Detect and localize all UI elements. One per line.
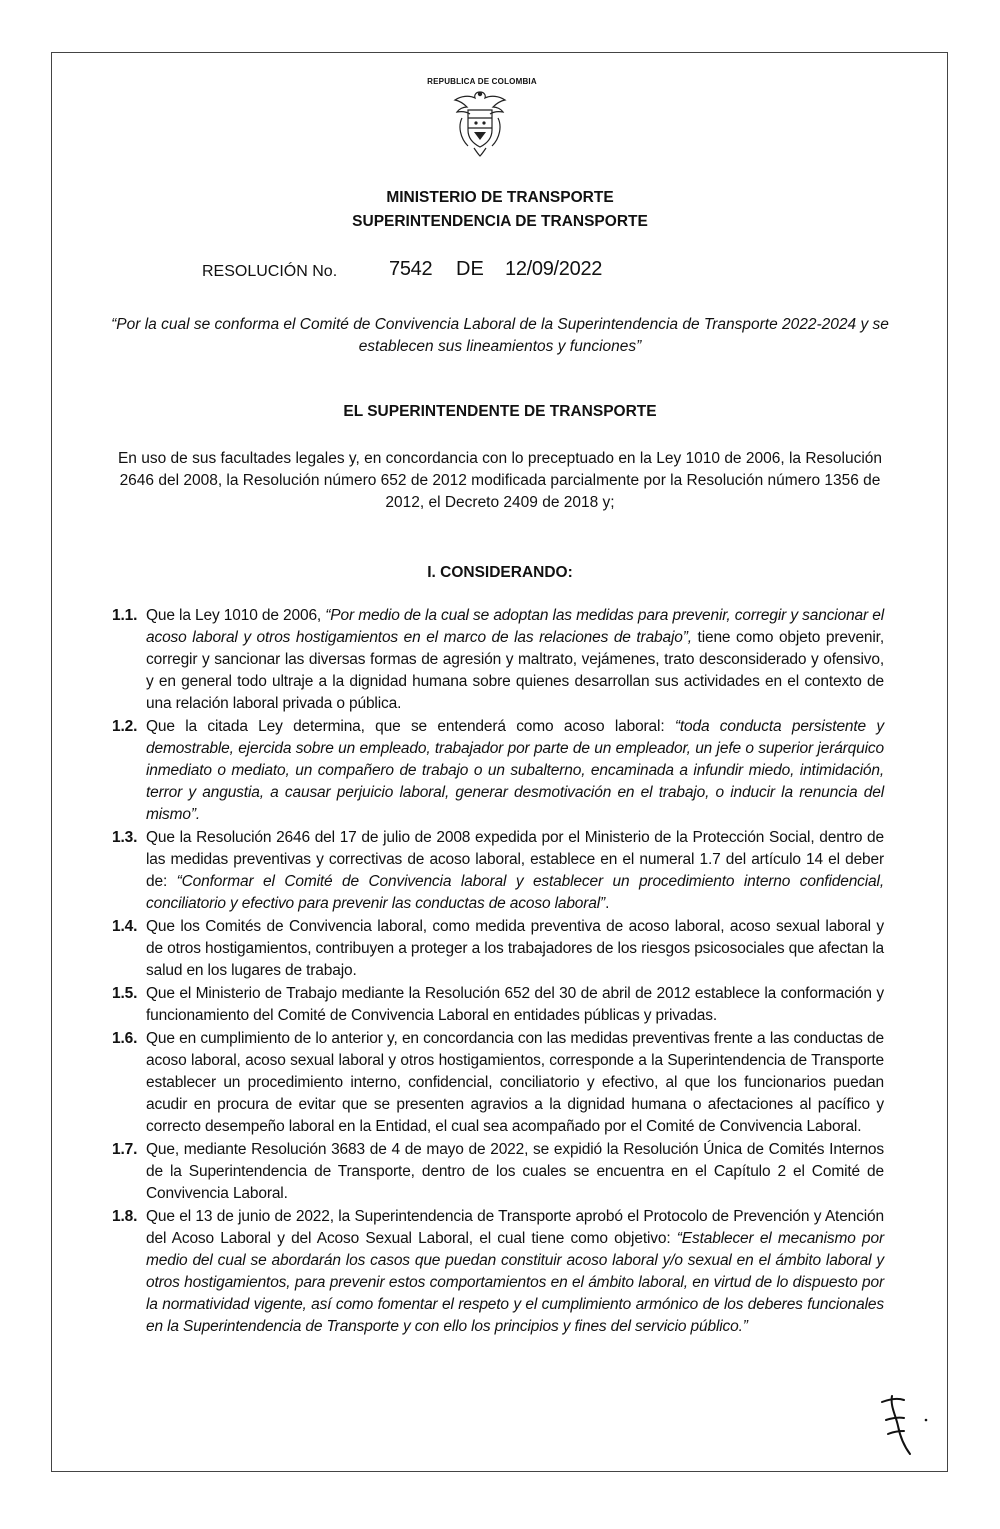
item-number: 1.5. bbox=[112, 985, 138, 1002]
list-item bbox=[112, 1206, 884, 1338]
item-quote: “Por medio de la cual se adoptan las medidas para prevenir, corregir y sancionar el acoso laboral y otros hostigamientos en el marco de las relaciones de trabajo”, bbox=[146, 607, 884, 646]
resolution-de: DE bbox=[456, 258, 484, 280]
list-item bbox=[112, 716, 884, 826]
item-text: Que los Comités de Convivencia laboral, como medida preventiva de acoso laboral, acoso sexual laboral y de otros hostigamientos, contribuyen a proteger a los trabajadores de los riesgos psicosociales que afectan la salud en los lugares de trabajo. bbox=[146, 918, 884, 979]
item-quote: “Conformar el Comité de Convivencia laboral y establecer un procedimiento interno confidencial, conciliatorio y efectivo para prevenir las conductas de acoso laboral” bbox=[146, 873, 884, 912]
item-quote: “Establecer el mecanismo por medio del cual se abordarán los casos que puedan constituir acoso laboral y/o sexual en el ámbito laboral y otros hostigamientos, para prevenir estos comportamientos en el ámbito laboral, en virtud de lo dispuesto por la normatividad vigente, así como fomentar el respeto y el cumplimiento armónico de los deberes funcionales en la Superintendencia de Transporte y con ello los principios y fines del servicio público.” bbox=[146, 1230, 884, 1335]
item-text-end: . bbox=[605, 895, 610, 912]
item-number: 1.4. bbox=[112, 918, 138, 935]
item-number: 1.7. bbox=[112, 1141, 138, 1158]
resolution-subject: “Por la cual se conforma el Comité de Convivencia Laboral de la Superintendencia de Transporte 2022-2024 y se establecen sus lineamientos y funciones” bbox=[111, 316, 889, 355]
item-text-end: tiene como objeto prevenir, corregir y sancionar las diversas formas de agresión y maltrato, vejámenes, trato desconsiderado y ofensivo, y en general todo ultraje a la dignidad humana sobre quienes desarrollan sus actividades en el contexto de una relación laboral privada o pública. bbox=[146, 629, 884, 712]
resolution-number: 7542 bbox=[389, 258, 433, 280]
coat-of-arms-icon bbox=[452, 88, 508, 158]
item-text: Que el 13 de junio de 2022, la Superintendencia de Transporte aprobó el Protocolo de Prevención y Atención del Acoso Laboral y del Acoso Sexual Laboral, el cual tiene como objetivo: bbox=[146, 1208, 884, 1247]
resolution-date: 12/09/2022 bbox=[505, 258, 603, 280]
signature-initial-icon bbox=[868, 1390, 938, 1462]
list-item bbox=[112, 1139, 884, 1205]
list-item bbox=[112, 1028, 884, 1138]
item-number: 1.2. bbox=[112, 718, 138, 735]
item-number: 1.8. bbox=[112, 1208, 138, 1225]
item-number: 1.3. bbox=[112, 829, 138, 846]
list-item bbox=[112, 983, 884, 1027]
superintendency-name: SUPERINTENDENCIA DE TRANSPORTE bbox=[352, 213, 648, 230]
item-text: Que en cumplimiento de lo anterior y, en concordancia con las medidas preventivas frente a las conductas de acoso laboral, acoso sexual laboral y otros hostigamientos, corresponde a la Superintendencia de Transporte establecer un procedimiento interno, confidencial, conciliatorio y efectivo, al que los funcionarios puedan acudir en procura de evitar que se presenten agravios a la dignidad humana o afectaciones al pacífico y correcto desempeño laboral en la Entidad, el cual sea acompañado por el Comité de Convivencia Laboral. bbox=[146, 1030, 884, 1135]
item-number: 1.1. bbox=[112, 607, 138, 624]
list-item bbox=[112, 916, 884, 982]
item-quote: “toda conducta persistente y demostrable, ejercida sobre un empleado, trabajador por parte de un empleador, un jefe o superior jerárquico inmediato o mediato, un compañero de trabajo o un subalterno, encaminada a infundir miedo, intimidación, terror y angustia, a causar perjuicio laboral, generar desmotivación en el trabajo, o inducir la renuncia del mismo”. bbox=[146, 718, 884, 823]
republic-label: REPUBLICA DE COLOMBIA bbox=[427, 77, 537, 86]
list-item bbox=[112, 827, 884, 915]
ministry-name: MINISTERIO DE TRANSPORTE bbox=[386, 189, 614, 206]
item-text: Que la Ley 1010 de 2006, bbox=[146, 607, 326, 624]
item-text: Que la citada Ley determina, que se entenderá como acoso laboral: bbox=[146, 718, 675, 735]
item-text: Que el Ministerio de Trabajo mediante la Resolución 652 del 30 de abril de 2012 establece la conformación y funcionamiento del Comité de Convivencia Laboral en entidades públicas y privadas. bbox=[146, 985, 884, 1024]
authority-heading: EL SUPERINTENDENTE DE TRANSPORTE bbox=[343, 403, 657, 420]
ministry-title bbox=[0, 186, 1000, 234]
preamble-text: En uso de sus facultades legales y, en concordancia con lo preceptuado en la Ley 1010 de 2006, la Resolución 2646 del 2008, la Resolución número 652 de 2012 modificada parcialmente por la Resolución número 1356 de 2012, el Decreto 2409 de 2018 y; bbox=[117, 450, 883, 511]
item-text: Que, mediante Resolución 3683 de 4 de mayo de 2022, se expidió la Resolución Única de Comités Internos de la Superintendencia de Transporte, dentro de los cuales se encuentra en el Capítulo 2 el Comité de Convivencia Laboral. bbox=[146, 1141, 884, 1202]
resolution-label: RESOLUCIÓN No. bbox=[202, 263, 338, 280]
section-title: I. CONSIDERANDO: bbox=[427, 564, 573, 581]
considerations-list bbox=[112, 605, 884, 1339]
item-number: 1.6. bbox=[112, 1030, 138, 1047]
item-text: Que la Resolución 2646 del 17 de julio de 2008 expedida por el Ministerio de la Protección Social, dentro de las medidas preventivas y correctivas de acoso laboral, establece en el numeral 1.7 del artículo 14 el deber de: bbox=[146, 829, 884, 890]
list-item bbox=[112, 605, 884, 715]
